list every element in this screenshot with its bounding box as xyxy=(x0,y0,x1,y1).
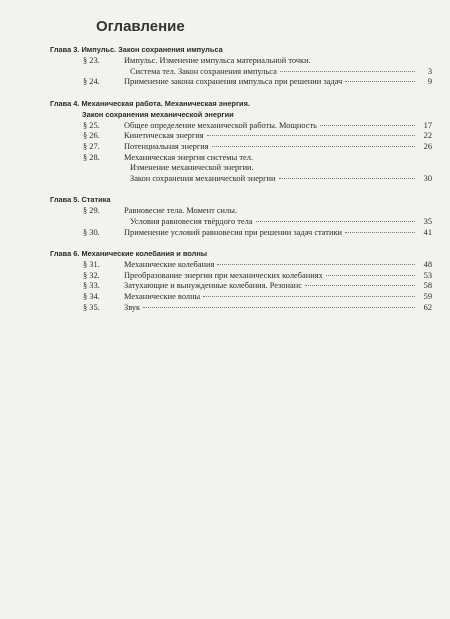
toc-entry[interactable] xyxy=(50,206,432,227)
chapter-title: Глава 5. Статика xyxy=(50,195,111,205)
section-line xyxy=(124,292,432,303)
section-lines xyxy=(124,131,432,142)
section-lines xyxy=(124,228,432,239)
page-number: 22 xyxy=(423,131,432,141)
section-title: Механические волны xyxy=(124,291,201,301)
section-title: Равновесие тела. Момент силы. xyxy=(124,206,237,216)
leader-dots xyxy=(279,178,415,179)
page-number: 9 xyxy=(427,77,432,87)
section-title: Кинетическая энергия xyxy=(124,131,204,141)
page-number: 30 xyxy=(423,173,432,183)
section-title: Условия равновесия твёрдого тела xyxy=(130,216,253,226)
page-number: 62 xyxy=(423,302,432,312)
section-line xyxy=(124,303,432,314)
section-title: Импульс. Изменение импульса материальной точки. xyxy=(124,56,311,65)
section-lines xyxy=(124,77,432,88)
section-title: Механические колебания xyxy=(124,260,215,270)
section-number: § 26. xyxy=(83,131,100,141)
leader-dots xyxy=(326,275,415,276)
section-title: Затухающие и вынужденные колебания. Резонанс xyxy=(124,281,302,291)
section-line xyxy=(124,217,432,228)
section-line xyxy=(124,163,432,174)
section-line xyxy=(124,77,432,88)
section-title: Закон сохранения механической энергии xyxy=(130,173,276,183)
leader-dots xyxy=(203,296,415,297)
toc-entry[interactable] xyxy=(50,131,432,142)
page-number: 35 xyxy=(423,216,432,226)
section-line xyxy=(124,271,432,282)
toc-entry[interactable] xyxy=(50,228,432,239)
leader-dots xyxy=(305,285,415,286)
section-title: Звук xyxy=(124,302,141,312)
toc-entry[interactable] xyxy=(50,153,432,185)
section-lines xyxy=(124,271,432,282)
chapter-title: Глава 3. Импульс. Закон сохранения импульса xyxy=(50,45,223,54)
page-number: 26 xyxy=(423,141,432,151)
section-lines xyxy=(124,121,432,132)
toc-chapter xyxy=(50,195,432,238)
section-title: Применение закона сохранения импульса при решении задач xyxy=(124,77,343,87)
page-number: 59 xyxy=(423,291,432,301)
section-number: § 35. xyxy=(83,302,100,312)
section-number: § 23. xyxy=(83,56,100,65)
section-lines xyxy=(124,260,432,271)
leader-dots xyxy=(207,135,415,136)
section-number: § 34. xyxy=(83,291,100,301)
section-title: Потенциальная энергия xyxy=(124,141,209,151)
section-number: § 32. xyxy=(83,270,100,280)
toc-chapters xyxy=(50,45,432,324)
section-title: Преобразование энергии при механических колебаниях xyxy=(124,270,323,280)
section-line xyxy=(124,260,432,271)
toc-entry[interactable] xyxy=(50,303,432,314)
toc-chapter xyxy=(50,99,432,185)
section-title: Механическая энергия системы тел. xyxy=(124,152,253,162)
leader-dots xyxy=(256,221,415,222)
toc-entry[interactable] xyxy=(50,281,432,292)
section-lines xyxy=(124,56,432,77)
page-number: 3 xyxy=(427,66,432,76)
leader-dots xyxy=(320,125,415,126)
section-line xyxy=(124,56,432,67)
section-title: Применение условий равновесия при решении задач статики xyxy=(124,227,342,237)
toc-entry[interactable] xyxy=(50,271,432,282)
section-number: § 24. xyxy=(83,77,100,87)
section-lines xyxy=(124,292,432,303)
toc-entry[interactable] xyxy=(50,121,432,132)
page-number: 53 xyxy=(423,270,432,280)
page-number: 17 xyxy=(423,120,432,130)
section-line xyxy=(124,142,432,153)
toc-entry[interactable] xyxy=(50,56,432,77)
section-line xyxy=(124,281,432,292)
leader-dots xyxy=(217,264,415,265)
leader-dots xyxy=(212,146,415,147)
section-number: § 30. xyxy=(83,227,100,237)
toc-chapter xyxy=(50,45,432,88)
section-lines xyxy=(124,153,432,185)
section-number: § 27. xyxy=(83,141,100,151)
chapter-subtitle: Закон сохранения механической энергии xyxy=(82,109,234,119)
section-number: § 28. xyxy=(83,152,100,162)
toc-chapter xyxy=(50,249,432,313)
section-number: § 29. xyxy=(83,206,100,216)
section-line xyxy=(124,206,432,217)
page-number: 41 xyxy=(423,227,432,237)
leader-dots xyxy=(280,71,415,72)
section-title: Общее определение механической работы. Мощность xyxy=(124,120,317,130)
section-title: Изменение механической энергии. xyxy=(130,163,254,173)
section-number: § 31. xyxy=(83,260,100,270)
toc-entry[interactable] xyxy=(50,142,432,153)
section-lines xyxy=(124,281,432,292)
page-title: Оглавление xyxy=(96,18,185,35)
toc-entry[interactable] xyxy=(50,292,432,303)
section-lines xyxy=(124,142,432,153)
toc-entry[interactable] xyxy=(50,77,432,88)
page-number: 58 xyxy=(423,281,432,291)
section-line xyxy=(124,174,432,185)
section-title: Система тел. Закон сохранения импульса xyxy=(130,66,277,76)
section-lines xyxy=(124,206,432,227)
section-line xyxy=(124,131,432,142)
section-lines xyxy=(124,303,432,314)
leader-dots xyxy=(345,232,415,233)
section-line xyxy=(124,228,432,239)
chapter-title: Глава 4. Механическая работа. Механическая энергия. xyxy=(50,98,250,108)
section-number: § 25. xyxy=(83,120,100,130)
section-line xyxy=(124,121,432,132)
section-line xyxy=(124,153,432,164)
leader-dots xyxy=(143,307,415,308)
section-number: § 33. xyxy=(83,281,100,291)
leader-dots xyxy=(345,81,415,82)
page-number: 48 xyxy=(423,260,432,270)
chapter-title: Глава 6. Механические колебания и волны xyxy=(50,249,208,259)
section-line xyxy=(124,67,432,78)
toc-entry[interactable] xyxy=(50,260,432,271)
